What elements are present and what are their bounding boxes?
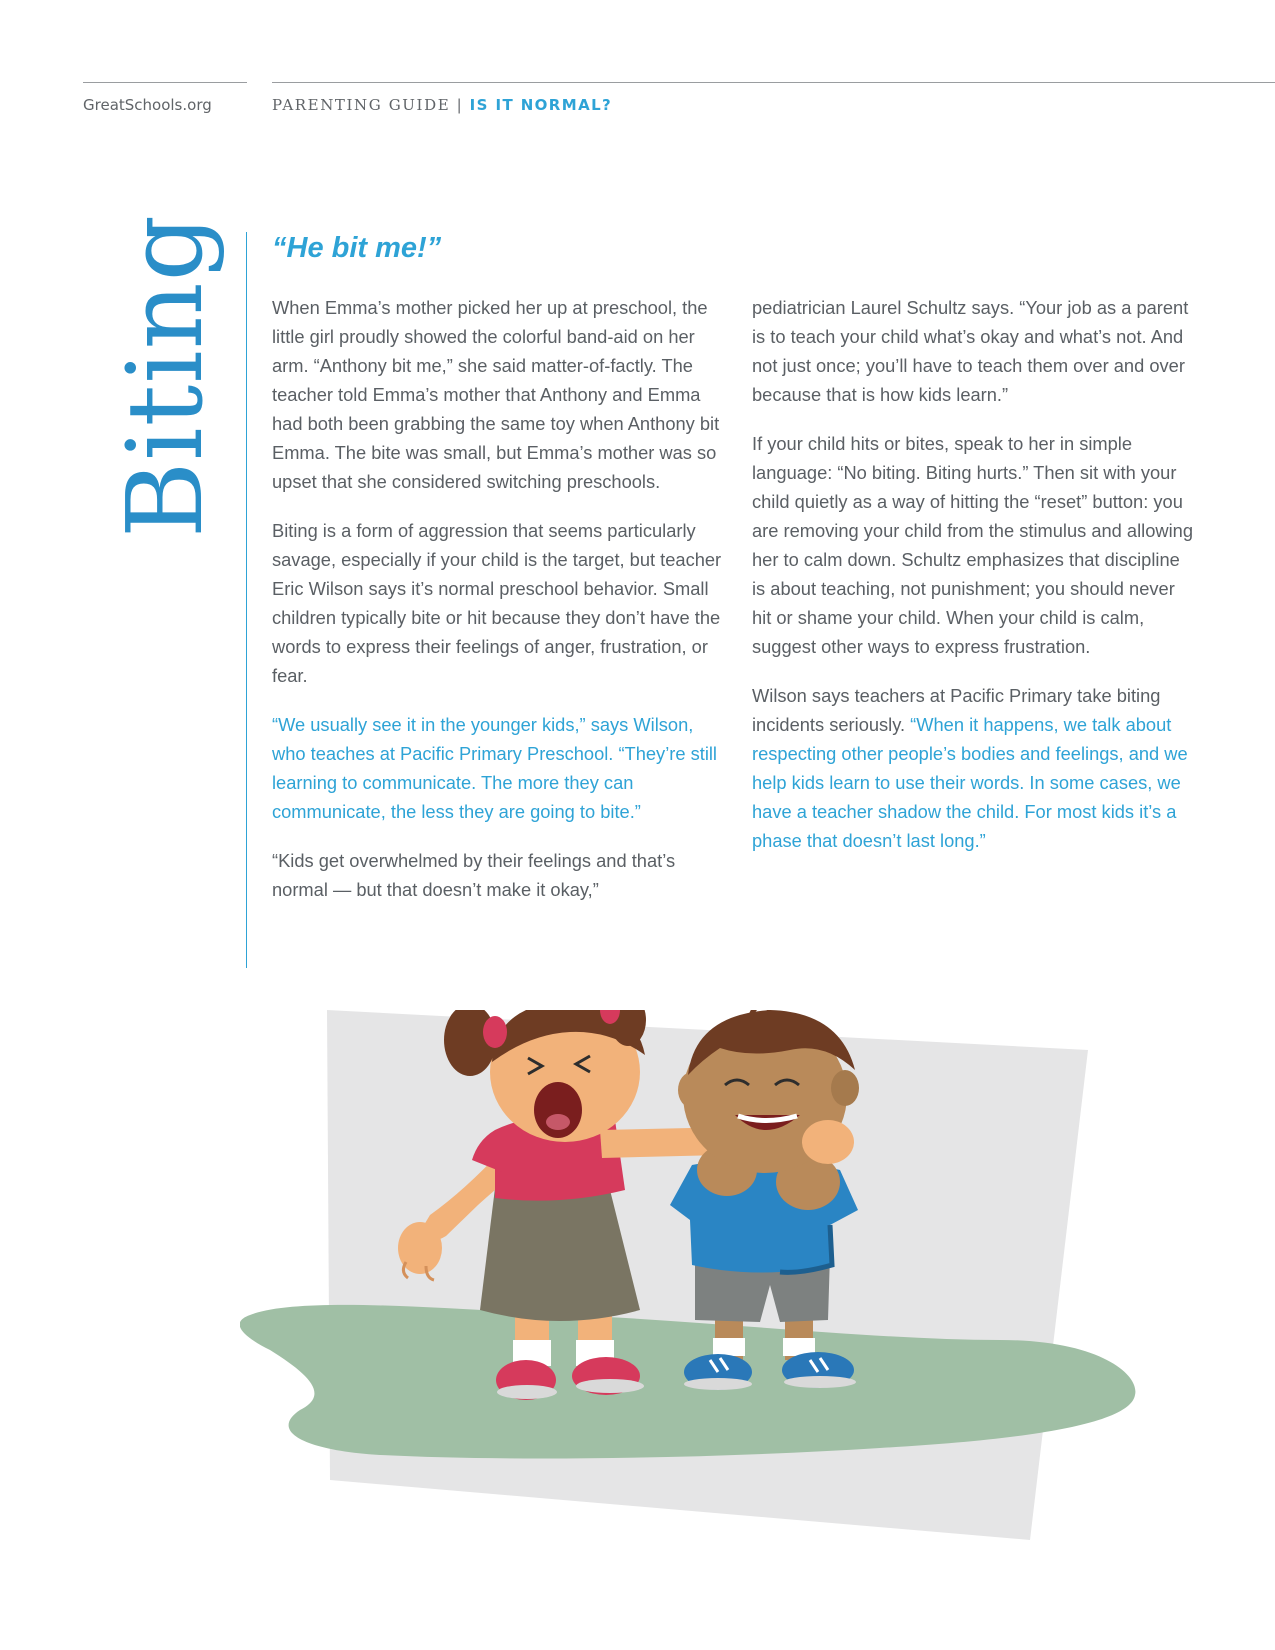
paragraph: Biting is a form of aggression that seems particularly savage, especially if your child is the target, but teacher Eric Wilson says it’s normal preschool behavior. Small children typically bite or hit because they don’t have the words to express their feelings of anger, frustration, or fear. bbox=[272, 520, 722, 686]
header-rule-left bbox=[83, 82, 247, 83]
guide-topic: IS IT NORMAL? bbox=[469, 96, 613, 114]
title-divider bbox=[246, 232, 247, 968]
paragraph bbox=[752, 681, 1197, 855]
vertical-title-wrap bbox=[100, 213, 230, 539]
article-column-1 bbox=[272, 293, 722, 924]
guide-label: PARENTING GUIDE bbox=[272, 96, 451, 114]
inline-quote: “When it happens, we talk about respecting other people’s bodies and feelings, and we help kids learn to use their words. In some cases, we have a teacher shadow the child. For most kids it’s a phase that doesn’t last long.” bbox=[752, 714, 1188, 851]
header-rule-right bbox=[272, 82, 1275, 83]
paragraph-text: Wilson says teachers at Pacific Primary take biting incidents seriously. bbox=[752, 685, 1161, 735]
guide-separator: | bbox=[456, 96, 464, 114]
paragraph: pediatrician Laurel Schultz says. “Your job as a parent is to teach your child what’s okay and what’s not. And not just once; you’ll have to teach them over and over because that is how kids learn.” bbox=[752, 297, 1189, 405]
paragraph: If your child hits or bites, speak to her in simple language: “No biting. Biting hurts.” Then sit with your child quietly as a way of hitting the “reset” button: you are removing your child from the stimulus and allowing her to calm down. Schultz emphasizes that discipline is about teaching, not punishment; you should never hit or shame your child. When your child is calm, suggest other ways to express frustration. bbox=[752, 433, 1193, 657]
pull-quote: “We usually see it in the younger kids,” says Wilson, who teaches at Pacific Primary Preschool. “They’re still learning to communicate. The more they can communicate, the less they are going to bite.” bbox=[272, 714, 717, 822]
biting-illustration bbox=[240, 1010, 1200, 1550]
article-column-2 bbox=[752, 293, 1197, 875]
page-title: Biting bbox=[104, 213, 226, 539]
article-headline: “He bit me!” bbox=[272, 232, 442, 264]
guide-breadcrumb bbox=[272, 96, 612, 114]
site-name: GreatSchools.org bbox=[83, 96, 212, 114]
girl-fist bbox=[802, 1120, 854, 1164]
paragraph: When Emma’s mother picked her up at preschool, the little girl proudly showed the colorful band-aid on her arm. “Anthony bit me,” she said matter-of-factly. The teacher told Emma’s mother that Anthony and Emma had both been grabbing the same toy when Anthony bit Emma. The bite was small, but Emma’s mother was so upset that she considered switching preschools. bbox=[272, 297, 720, 492]
paragraph: “Kids get overwhelmed by their feelings and that’s normal — but that doesn’t make it okay,” bbox=[272, 850, 676, 900]
